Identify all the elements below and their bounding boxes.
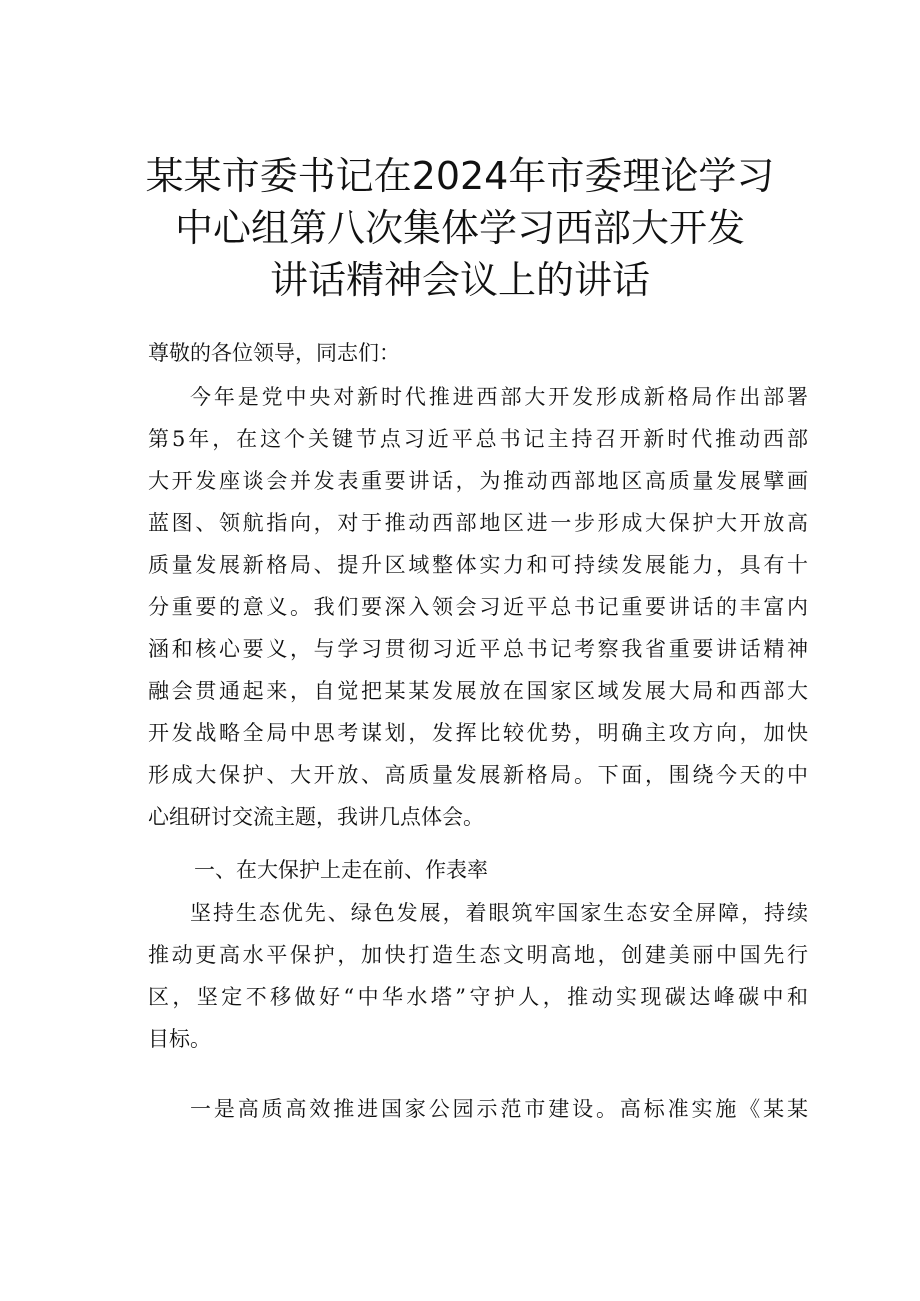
section-heading: 一、在大保护上走在前、作表率 [194,858,488,882]
document-title [120,150,800,306]
paragraph-line: 一是高质高效推进国家公园示范市建设。高标准实施《某某 [190,1097,808,1121]
paragraph-line: 今年是党中央对新时代推进西部大开发形成新格局作出部署 [190,385,808,409]
paragraph-line: 蓝图、领航指向，对于推动西部地区进一步形成大保护大开放高 [148,511,808,535]
paragraph-line: 融会贯通起来，自觉把某某发展放在国家区域发展大局和西部大 [148,679,808,703]
paragraph-line: 涵和核心要义，与学习贯彻习近平总书记考察我省重要讲话精神 [148,637,808,661]
paragraph-line: 第5年，在这个关键节点习近平总书记主持召开新时代推动西部 [148,427,808,451]
title-line-1: 某某市委书记在2024年市委理论学习 [145,154,775,198]
paragraph-line: 大开发座谈会并发表重要讲话，为推动西部地区高质量发展擘画 [148,469,808,493]
paragraph-intro [148,376,808,838]
paragraph-line: 区，坚定不移做好“中华水塔”守护人，推动实现碳达峰碳中和 [148,985,808,1009]
paragraph-line: 心组研讨交流主题，我讲几点体会。 [148,805,484,829]
greeting: 尊敬的各位领导，同志们： [148,341,400,365]
title-line-3: 讲话精神会议上的讲话 [269,258,650,302]
paragraph-line: 开发战略全局中思考谋划，发挥比较优势，明确主攻方向，加快 [148,721,808,745]
paragraph-section-1 [148,892,808,1060]
paragraph-line: 分重要的意义。我们要深入领会习近平总书记重要讲话的丰富内 [148,595,808,619]
title-line-2: 中心组第八次集体学习西部大开发 [174,206,745,250]
paragraph-line: 目标。 [148,1027,211,1051]
paragraph-section-1-point-1 [148,1088,808,1130]
paragraph-line: 形成大保护、大开放、高质量发展新格局。下面，围绕今天的中 [148,763,808,787]
paragraph-line: 坚持生态优先、绿色发展，着眼筑牢国家生态安全屏障，持续 [190,901,808,925]
paragraph-line: 推动更高水平保护，加快打造生态文明高地，创建美丽中国先行 [148,943,808,967]
paragraph-line: 质量发展新格局、提升区域整体实力和可持续发展能力，具有十 [148,553,808,577]
